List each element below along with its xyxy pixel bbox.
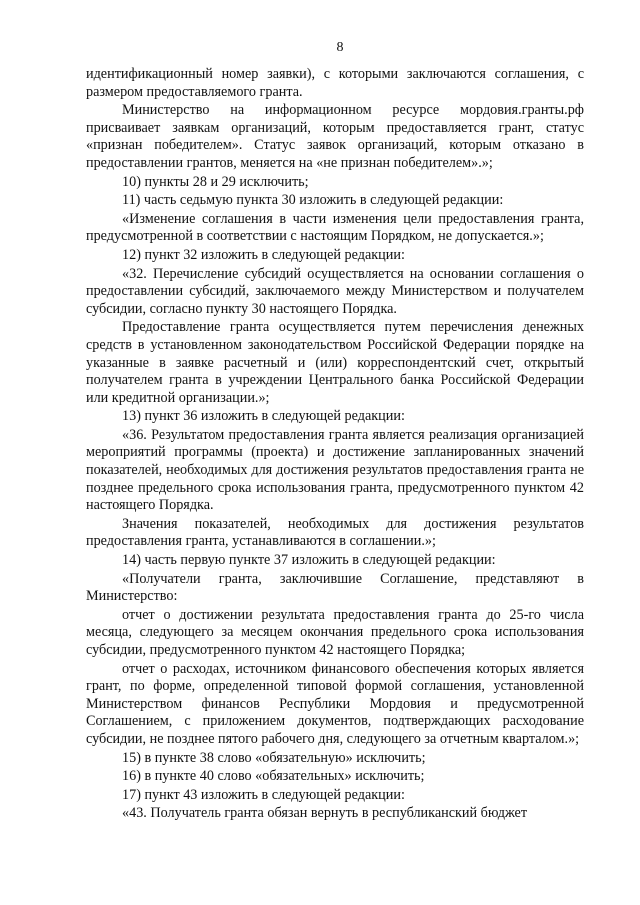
paragraph-9: 13) пункт 36 изложить в следующей редакции: (122, 408, 405, 425)
paragraph-8: Предоставление гранта осуществляется путем перечисления денежных средств в установленном законодательством Российской Федерации порядке на указанные в заявке расчетный и (или) корреспондентский счет, открытый получателем гранта в учреждении Центрального банка Российской Федерации или кредитной организации.»; (86, 319, 584, 406)
paragraph-17: 16) в пункте 40 слово «обязательных» исключить; (122, 768, 425, 785)
paragraph-18: 17) пункт 43 изложить в следующей редакции: (122, 786, 405, 803)
paragraph-4: 11) часть седьмую пункта 30 изложить в следующей редакции: (122, 192, 504, 209)
paragraph-5: «Изменение соглашения в части изменения цели предоставления гранта, предусмотренной в соответствии с настоящим Порядком, не допускается.»; (86, 210, 584, 245)
paragraph-14: отчет о достижении результата предоставления гранта до 25-го числа месяца, следующего за месяцем окончания предельного срока использования субсидии, предусмотренного пунктом 42 настоящего Порядка; (86, 606, 584, 658)
page-number: 8 (336, 40, 344, 55)
paragraph-2: Министерство на информационном ресурсе мордовия.гранты.рф присваивает заявкам организаций, которым предоставляется грант, статус «признан победителем». Статус заявок организаций, которым отказано в предоставлении грантов, меняется на «не признан победителем».»; (86, 102, 584, 171)
paragraph-12: 14) часть первую пункте 37 изложить в следующей редакции: (122, 552, 496, 569)
paragraph-16: 15) в пункте 38 слово «обязательную» исключить; (122, 749, 426, 766)
paragraph-11: Значения показателей, необходимых для достижения результатов предоставления гранта, устанавливаются в соглашении.»; (86, 515, 584, 550)
paragraph-15: отчет о расходах, источником финансового обеспечения которых является грант, по форме, определенной типовой формой соглашения, установленной Министерством финансов Республики Мордовия и предусмотренной Соглашением, с приложением документов, подтверждающих расходование субсидии, не позднее пятого рабочего дня, следующего за отчетным кварталом.»; (86, 660, 584, 747)
paragraph-19: «43. Получатель гранта обязан вернуть в республиканский бюджет (122, 805, 528, 822)
paragraph-10: «36. Результатом предоставления гранта является реализация организацией мероприятий программы (проекта) и достижение запланированных значений показателей, необходимых для достижения результатов предоставления гранта не позднее предельного срока использования гранта, предусмотренного пунктом 42 настоящего Порядка. (86, 426, 584, 514)
paragraph-7: «32. Перечисление субсидий осуществляется на основании соглашения о предоставлении субсидий, заключаемого между Министерством и получателем субсидии, согласно пункту 30 настоящего Порядка. (86, 265, 584, 317)
paragraph-3: 10) пункты 28 и 29 исключить; (122, 173, 309, 190)
paragraph-6: 12) пункт 32 изложить в следующей редакции: (122, 246, 405, 263)
paragraph-1: идентификационный номер заявки), с которыми заключаются соглашения, с размером предоставляемого гранта. (86, 66, 584, 100)
paragraph-13: «Получатели гранта, заключившие Соглашение, представляют в Министерство: (86, 570, 584, 605)
